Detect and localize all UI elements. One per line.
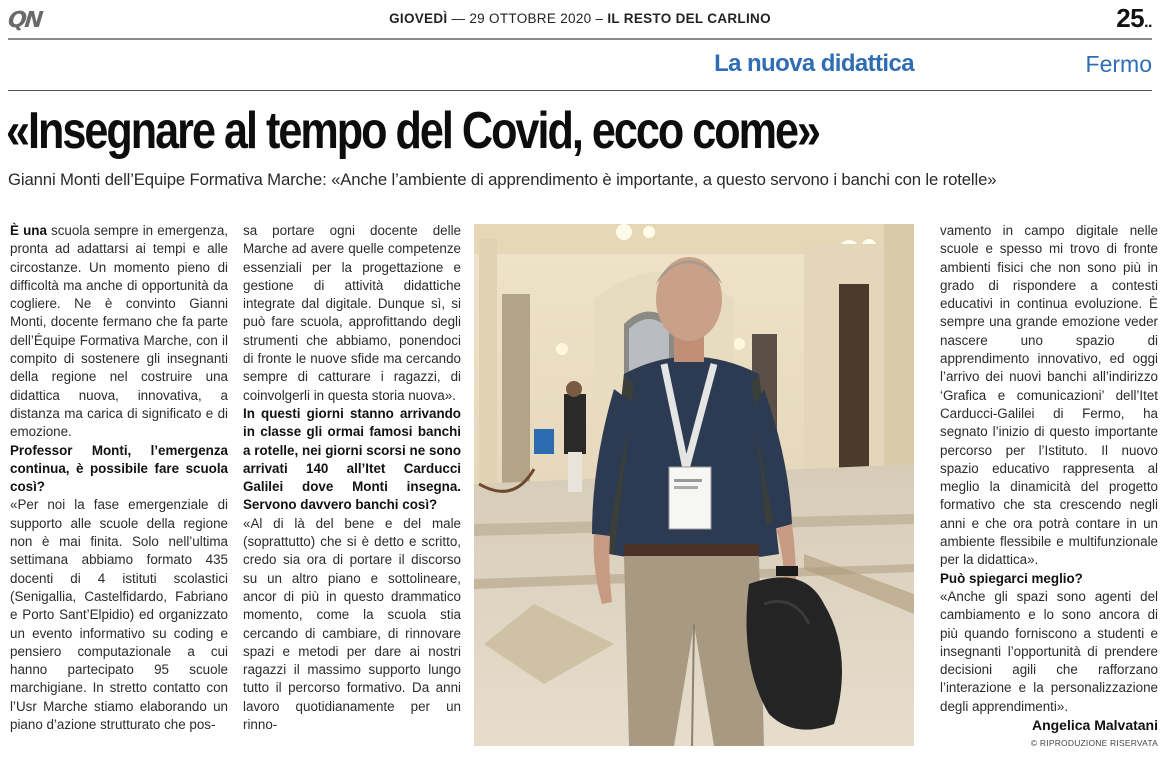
interview-answer-3: «Anche gli spazi sono agenti del cambiamento e lo sono ancora di più quando forniscono a studenti e insegnanti l’opportunità di prendere decisioni agili che rafforzano l’interazione e la personalizzazione degli apprendimenti».: [940, 588, 1158, 714]
masthead: [6, 3, 1152, 36]
interview-question-3: Può spiegarci meglio?: [940, 570, 1083, 586]
article-subheadline: Gianni Monti dell’Equipe Formativa Marche: «Anche l’ambiente di apprendimento è importante, a questo servono i banchi con le rotelle»: [8, 170, 997, 189]
interview-question-1: Professor Monti, l’emergenza continua, è possibile fare scuola così?: [10, 442, 228, 495]
article-byline: Angelica Malvatani: [1031, 717, 1158, 734]
article-column-4: [940, 222, 1158, 753]
section-bar: [8, 48, 1152, 82]
section-city: Fermo: [1085, 51, 1152, 77]
dateline-separator: —: [447, 11, 470, 26]
photo-portrait-illustration: [474, 224, 914, 746]
section-title: La nuova didattica: [714, 50, 914, 77]
section-divider: [8, 90, 1152, 91]
lead-words: È una: [10, 223, 47, 238]
newspaper-name: IL RESTO DEL CARLINO: [607, 11, 771, 26]
masthead-divider: [8, 38, 1152, 40]
page-number-dots: ..: [1144, 14, 1152, 31]
dateline-day: GIOVEDÌ: [389, 11, 448, 26]
interview-question-2: In questi giorni stanno arrivando in classe gli ormai famosi banchi a rotelle, nei giorni scorsi ne sono arrivati 140 all’Itet Carducci Galilei dove Monti insegna. Servono davvero banchi così?: [243, 405, 461, 513]
page-number-value: 25: [1116, 3, 1145, 33]
article-column-1: [10, 222, 228, 734]
interview-answer-2a: «Al di là del bene e del male (soprattutto) che si è detto e scritto, credo sia ora di portare il discorso su un altro piano e sottolineare, ancor di più in questo drammatico momento, come la scuola stia cercando di cambiare, di rinnovare spazi e metodi per dare ai nostri ragazzi il massimo supporto lungo tutto il percorso formativo. Da anni lavoro quotidianamente per un rinno-: [243, 515, 461, 733]
intro-text: scuola sempre in emergenza, pronta ad adattarsi ai tempi e alle circostanze. Un momento pieno di difficoltà ma anche di opportunità da cogliere. Ne è convinto Gianni Monti, docente fermano che fa parte dell’Équipe Formativa Marche, con il compito di sostenere gli insegnanti della regione nel costruire una didattica nuova, innovativa, a distanza ma carica di significato e di emozione.: [10, 223, 228, 440]
copyright-notice: © RIPRODUZIONE RISERVATA: [1030, 738, 1158, 749]
article-column-2: [243, 222, 461, 734]
article-headline: «Insegnare al tempo del Covid, ecco come»: [6, 102, 820, 160]
interview-answer-1b: sa portare ogni docente delle Marche ad avere quelle competenze essenziali per la progettazione e gestione di attività didattiche integrate dal digitale. Dunque sì, si può fare scuola, approfittando degli strumenti che abbiamo, ponendoci di fronte le nuove sfide ma cercando sempre di catturare i ragazzi, di coinvolgerli in questa storia nuova».: [243, 223, 461, 403]
article-intro: [10, 222, 228, 442]
article-photo: [474, 224, 914, 746]
dateline: [8, 11, 1152, 26]
dateline-date: 29 OTTOBRE 2020: [469, 11, 592, 26]
qn-logo: QN: [6, 8, 43, 33]
interview-answer-1a: «Per noi la fase emergenziale di supporto alle scuole della regione non è mai finita. Solo nell’ultima settimana abbiamo formato 435 docenti di 4 istituti scolastici (Senigallia, Castelfidardo, Fabriano e Porto Sant’Elpidio) ed organizzato un evento informativo su coding e pensiero computazionale a cui hanno partecipato 95 scuole marchigiane. In stretto contatto con l’Usr Marche stiamo elaborando un piano d’azione strutturato che pos-: [10, 497, 228, 733]
page-number: [1116, 3, 1152, 34]
dateline-separator: –: [591, 11, 608, 26]
interview-answer-2b: vamento in campo digitale nelle scuole e spesso mi trovo di fronte ambienti fisici che non sono più in grado di rispondere a contesti educativi in continua evoluzione. È sempre una grande emozione veder nascere uno spazio di apprendimento innovativo, ed oggi l’arrivo dei nuovi banchi all’indirizzo ‘Grafica e comunicazioni’ dell’Itet Carducci-Galilei di Fermo, ha segnato l’inizio di questo importante percorso per l’Istituto. Il nuovo spazio educativo rappresenta al meglio la dinamicità del progetto formativo che sta crescendo negli anni e che ora potrà contare in un ambiente flessibile e multifunzionale per la didattica».: [940, 223, 1158, 568]
